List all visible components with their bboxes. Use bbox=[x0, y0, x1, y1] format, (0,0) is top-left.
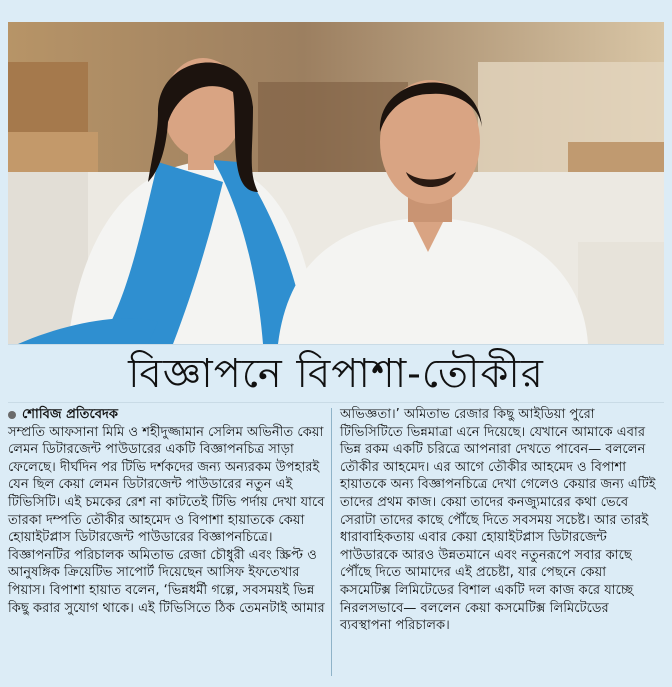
bullet-icon bbox=[8, 411, 16, 419]
column-divider bbox=[331, 408, 332, 676]
photo-bottom-rule bbox=[8, 344, 664, 345]
right-column-text: অভিজ্ঞতা।’ অমিতাভ রেজার কিছু আইডিয়া পুরো টিভিসিটিতে ভিন্নমাত্রা এনে দিয়েছে। যেখানে আমাকে এবার ভিন্ন রকম একটি চরিত্রে আপনারা দেখতে পাবেন— বললেন তৌকীর আহমেদ। এর আগে তৌকীর আহমেদ ও বিপাশা হায়াতকে অন্য বিজ্ঞাপনচিত্রে দেখা গেলেও কেয়ার জন্য এটিই তাদের প্রথম কাজ। কেয়া তাদের কনজ্যুমারের কথা ভেবে সেরাটা তাদের কাছে পৌঁছে দিতে সবসময় সচেষ্ট। আর তারই ধারাবাহিকতায় এবার কেয়া হোয়াইটপ্লাস ডিটারজেন্ট পাউডারকে আরও উন্নতমানে এবং নতুনরূপে সবার কাছে পৌঁছে দিতে আমাদের এই প্রচেষ্টা, যার পেছনে কেয়া কসমেটিক্স লিমিটেডের বিশাল একটি দল কাজ করে যাচ্ছে নিরলসভাবে— বললেন কেয়া কসমেটিক্স লিমিটেডের ব্যবস্থাপনা পরিচালক। bbox=[340, 407, 656, 634]
headline: বিজ্ঞাপনে বিপাশা-তৌকীর bbox=[128, 351, 544, 397]
photo-illustration bbox=[8, 22, 664, 344]
left-column-text: সম্প্রতি আফসানা মিমি ও শহীদুজ্জামান সেলিম অভিনীত কেয়া লেমন ডিটারজেন্ট পাউডারের একটি বিজ্ঞাপনচিত্র সাড়া ফেলেছে। দীর্ঘদিন পর টিভি দর্শকদের জন্য অন্যরকম উপহারই যেন ছিল কেয়া লেমন ডিটারজেন্ট পাউডারের নতুন এই টিভিসিটি। এই চমকের রেশ না কাটতেই টিভি পর্দায় দেখা যাবে তারকা দম্পতি তৌকীর আহমেদ ও বিপাশা হায়াতকে কেয়া হোয়াইটপ্লাস ডিটারজেন্ট পাউডারের বিজ্ঞাপনচিত্রে। বিজ্ঞাপনটির পরিচালক অমিতাভ রেজা চৌধুরী এবং স্ক্রিপ্ট ও আনুষঙ্গিক ক্রিয়েটিভ সাপোর্ট দিয়েছেন আসিফ ইফতেখার পিয়াস। বিপাশা হায়াত বলেন, ‘ভিন্নধর্মী গল্পে, সবসময়ই ভিন্ন কিছু করার সুযোগ থাকে। এই টিভিসিতে ঠিক তেমনটাই আমার bbox=[8, 424, 325, 616]
byline bbox=[8, 406, 326, 424]
headline-bottom-rule bbox=[8, 402, 664, 403]
article-column-right bbox=[340, 406, 658, 635]
byline-text: শোবিজ প্রতিবেদক bbox=[22, 407, 119, 422]
article-photo bbox=[8, 22, 664, 344]
article-column-left bbox=[8, 406, 326, 617]
